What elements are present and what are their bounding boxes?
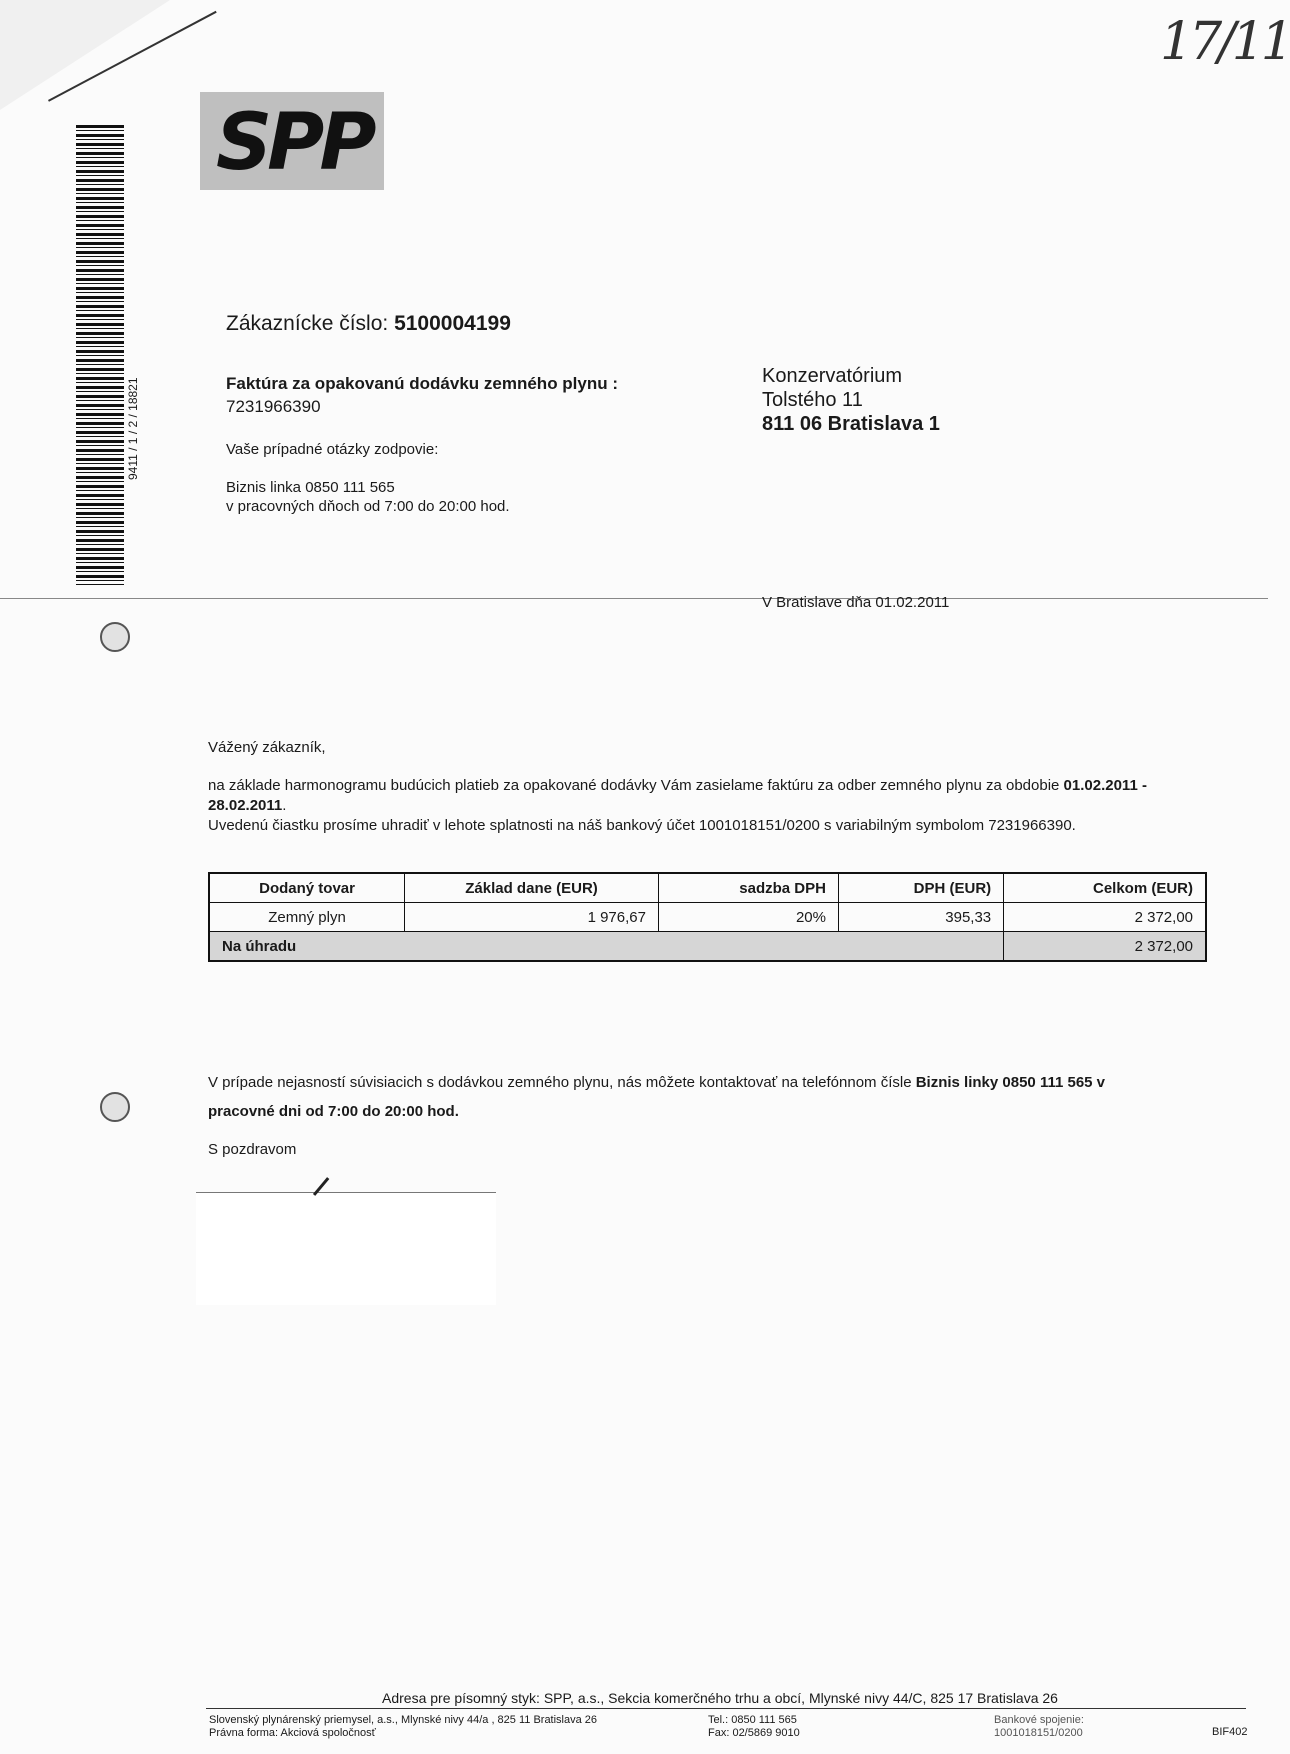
recipient-name: Konzervatórium [762, 365, 903, 387]
table-row: Zemný plyn 1 976,67 20% 395,33 2 372,00 [209, 903, 1206, 932]
barcode-code: 9411 / 1 / 2 / 18821 [126, 377, 140, 480]
col-header: Dodaný tovar [209, 873, 405, 903]
signature-area [196, 1192, 496, 1305]
contact-info: Tel.: 0850 111 565 Fax: 02/5869 9010 [708, 1714, 800, 1739]
recipient-street: Tolstého 11 [762, 389, 863, 411]
recipient-city: 811 06 Bratislava 1 [762, 413, 940, 435]
col-header: sadzba DPH [658, 873, 838, 903]
total-value: 2 372,00 [1004, 932, 1206, 962]
col-header: DPH (EUR) [838, 873, 1003, 903]
invoice-number: 7231966390 [226, 397, 321, 416]
company-info: Slovenský plynárenský priemysel, a.s., Mlynské nivy 44/a , 825 11 Bratislava 26 Právna forma: Akciová spoločnosť [209, 1714, 598, 1739]
col-header: Celkom (EUR) [1004, 873, 1206, 903]
handwritten-note: 17/11 [1160, 12, 1290, 72]
hotline: Biznis linka 0850 111 565 v pracovných dňoch od 7:00 do 20:00 hod. [226, 479, 510, 515]
contact-paragraph: V prípade nejasností súvisiacich s dodávkou zemného plynu, nás môžete kontaktovať na telefónnom čísle Biznis linky 0850 111 565 v pracovné dni od 7:00 do 20:00 hod. [208, 1074, 1106, 1120]
questions-label: Vaše prípadné otázky zodpovie: [226, 441, 439, 458]
invoice-table [208, 872, 1207, 962]
col-header: Základ dane (EUR) [405, 873, 659, 903]
spp-logo: SPP [200, 92, 384, 190]
footer-divider [206, 1708, 1246, 1709]
barcode [76, 125, 124, 585]
total-label: Na úhradu [209, 932, 1004, 962]
postal-address: Adresa pre písomný styk: SPP, a.s., Sekcia komerčného trhu a obcí, Mlynské nivy 44/C, 825 17 Bratislava 26 [382, 1690, 1058, 1706]
date-line: V Bratislave dňa 01.02.2011 [762, 594, 950, 611]
divider [0, 598, 1268, 599]
closing: S pozdravom [208, 1141, 297, 1158]
punch-hole-bottom [100, 1092, 130, 1122]
greeting: Vážený zákazník, [208, 739, 326, 756]
folded-corner [0, 0, 170, 110]
punch-hole-top [100, 622, 130, 652]
total-row [209, 932, 1206, 962]
invoice-heading: Faktúra za opakovanú dodávku zemného plynu : 7231966390 [226, 374, 619, 416]
recipient-address [762, 364, 940, 436]
bank-info: Bankové spojenie: 1001018151/0200 [994, 1714, 1084, 1739]
customer-number: Zákaznícke číslo: 5100004199 [226, 312, 511, 335]
form-code: BIF402 [1212, 1726, 1248, 1738]
paragraph-1: na základe harmonogramu budúcich platieb za opakované dodávky Vám zasielame faktúru za odber zemného plynu za obdobie 01.02.2011 - 28.02.2011. Uvedenú čiastku prosíme uhradiť v lehote splatnosti na náš bankový účet 1001018151/0200 s variabilným symbolom 7231966390. [208, 777, 1147, 834]
